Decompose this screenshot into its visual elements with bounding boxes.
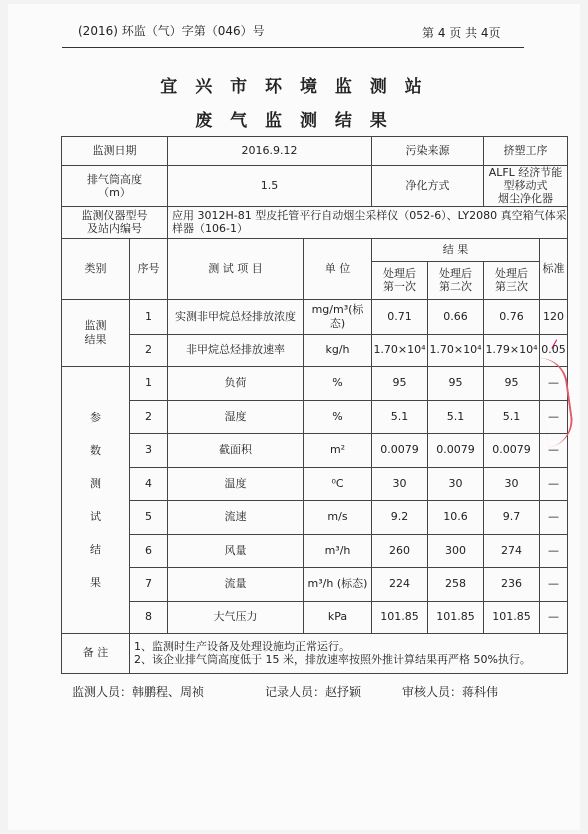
params-category-char: 参 — [90, 410, 101, 424]
purify-label: 净化方式 — [372, 166, 484, 207]
unit-cell: mg/m³(标态) — [304, 299, 372, 334]
header-run-3 — [484, 261, 540, 299]
run-3-cell: 95 — [484, 366, 540, 400]
seq-cell: 3 — [130, 433, 168, 467]
table-row — [62, 299, 568, 334]
header-item: 测 试 项 目 — [168, 238, 304, 299]
unit-cell: kPa — [304, 601, 372, 633]
seq-cell: 4 — [130, 467, 168, 500]
height-label-line2: （m） — [98, 185, 131, 199]
run-1-cell: 9.2 — [372, 500, 428, 534]
header-standard: 标准 — [540, 238, 568, 299]
item-cell: 截面积 — [168, 433, 304, 467]
run-1-cell: 5.1 — [372, 400, 428, 433]
unit-cell: ⁰C — [304, 467, 372, 500]
seq-cell: 7 — [130, 567, 168, 601]
params-category-char: 测 — [90, 476, 101, 490]
run-2-cell: 1.70×10⁴ — [428, 334, 484, 366]
monitor-category-line2: 结果 — [84, 332, 107, 346]
run-1-cell: 260 — [372, 534, 428, 567]
header-run-1-line1: 处理后 — [383, 266, 416, 280]
remarks-line-1: 1、监测时生产设备及处理设施均正常运行。 — [134, 639, 350, 653]
header-results: 结 果 — [372, 238, 540, 261]
unit-cell: % — [304, 366, 372, 400]
header-seq: 序号 — [130, 238, 168, 299]
unit-cell: m² — [304, 433, 372, 467]
run-3-cell: 274 — [484, 534, 540, 567]
monitor-category — [62, 299, 130, 366]
table-row — [62, 534, 568, 567]
run-3-cell: 9.7 — [484, 500, 540, 534]
header-category: 类别 — [62, 238, 130, 299]
run-1-cell: 0.0079 — [372, 433, 428, 467]
header-run-2-line1: 处理后 — [439, 266, 472, 280]
item-cell: 温度 — [168, 467, 304, 500]
params-category-char: 结 — [90, 542, 101, 556]
table-row — [62, 400, 568, 433]
run-3-cell: 236 — [484, 567, 540, 601]
seq-cell: 2 — [130, 400, 168, 433]
header-run-1 — [372, 261, 428, 299]
header-run-2 — [428, 261, 484, 299]
station-title: 宜 兴 市 环 境 监 测 站 — [160, 77, 428, 97]
purify-value-line2: 烟尘净化器 — [498, 192, 553, 206]
run-2-cell: 258 — [428, 567, 484, 601]
run-2-cell: 0.0079 — [428, 433, 484, 467]
standard-cell: — — [540, 567, 568, 601]
standard-cell: — — [540, 433, 568, 467]
height-label — [62, 166, 168, 207]
header-run-2-line2: 第二次 — [439, 280, 472, 294]
header-run-1-line2: 第一次 — [383, 280, 416, 294]
purify-value-line1: ALFL 经济节能型移动式 — [488, 166, 563, 193]
table-row — [62, 334, 568, 366]
run-3-cell: 0.0079 — [484, 433, 540, 467]
run-1-cell: 224 — [372, 567, 428, 601]
run-2-cell: 5.1 — [428, 400, 484, 433]
run-3-cell: 1.79×10⁴ — [484, 334, 540, 366]
instrument-label — [62, 206, 168, 238]
page-info: 第 4 页 共 4页 — [422, 26, 501, 40]
params-category — [62, 366, 130, 633]
params-category-char: 数 — [90, 443, 101, 457]
instrument-label-line2: 及站内编号 — [87, 222, 142, 236]
run-3-cell: 101.85 — [484, 601, 540, 633]
height-label-line1: 排气筒高度 — [87, 172, 142, 186]
seq-cell: 8 — [130, 601, 168, 633]
run-2-cell: 101.85 — [428, 601, 484, 633]
unit-cell: kg/h — [304, 334, 372, 366]
table-row — [62, 433, 568, 467]
unit-cell: m/s — [304, 500, 372, 534]
info-row-date — [62, 137, 568, 166]
date-value: 2016.9.12 — [168, 137, 372, 166]
table-row — [62, 366, 568, 400]
params-category-char: 果 — [90, 575, 101, 589]
info-row-instrument — [62, 206, 568, 238]
run-2-cell: 10.6 — [428, 500, 484, 534]
seq-cell: 6 — [130, 534, 168, 567]
table-row — [62, 601, 568, 633]
run-2-cell: 300 — [428, 534, 484, 567]
date-label: 监测日期 — [62, 137, 168, 166]
run-1-cell: 95 — [372, 366, 428, 400]
seq-cell: 2 — [130, 334, 168, 366]
standard-cell: — — [540, 534, 568, 567]
monitor-category-line1: 监测 — [84, 319, 107, 333]
header-run-3-line1: 处理后 — [495, 266, 528, 280]
source-label: 污染来源 — [372, 137, 484, 166]
info-row-height — [62, 166, 568, 207]
standard-cell: — — [540, 500, 568, 534]
monitor-signature: 监测人员：韩鹏程、周祯 — [72, 685, 205, 699]
run-1-cell: 101.85 — [372, 601, 428, 633]
run-3-cell: 5.1 — [484, 400, 540, 433]
standard-cell: — — [540, 366, 568, 400]
run-1-cell: 1.70×10⁴ — [372, 334, 428, 366]
run-3-cell: 30 — [484, 467, 540, 500]
remarks-row — [62, 633, 568, 673]
header-divider — [62, 47, 524, 48]
source-value: 挤塑工序 — [484, 137, 568, 166]
document-number: (2016) 环监（气）字第（046）号 — [78, 24, 265, 38]
table-row — [62, 467, 568, 500]
item-cell: 实测非甲烷总烃排放浓度 — [168, 299, 304, 334]
item-cell: 负荷 — [168, 366, 304, 400]
standard-cell: — — [540, 400, 568, 433]
remarks-content — [130, 633, 568, 673]
standard-cell: 120 — [540, 299, 568, 334]
item-cell: 流量 — [168, 567, 304, 601]
instrument-label-line1: 监测仪器型号 — [81, 208, 148, 222]
table-row — [62, 500, 568, 534]
run-2-cell: 0.66 — [428, 299, 484, 334]
item-cell: 风量 — [168, 534, 304, 567]
params-category-char: 试 — [90, 509, 101, 523]
seq-cell: 5 — [130, 500, 168, 534]
results-table — [61, 136, 568, 674]
instrument-value: 应用 3012H-81 型皮托管平行自动烟尘采样仪（052-6）、LY2080 真空箱气体采样器（106-1） — [168, 206, 568, 238]
unit-cell: m³/h — [304, 534, 372, 567]
run-2-cell: 30 — [428, 467, 484, 500]
purify-value — [484, 166, 568, 207]
remarks-line-2: 2、该企业排气筒高度低于 15 米，排放速率按照外推计算结果再严格 50%执行。 — [134, 653, 531, 667]
item-cell: 湿度 — [168, 400, 304, 433]
header-unit: 单 位 — [304, 238, 372, 299]
run-3-cell: 0.76 — [484, 299, 540, 334]
header-run-3-line2: 第三次 — [495, 280, 528, 294]
recorder-signature: 记录人员：赵抒颖 — [265, 685, 362, 699]
item-cell: 大气压力 — [168, 601, 304, 633]
run-1-cell: 0.71 — [372, 299, 428, 334]
run-2-cell: 95 — [428, 366, 484, 400]
seq-cell: 1 — [130, 299, 168, 334]
item-cell: 流速 — [168, 500, 304, 534]
run-1-cell: 30 — [372, 467, 428, 500]
standard-cell: — — [540, 467, 568, 500]
table-row — [62, 567, 568, 601]
standard-cell: — — [540, 601, 568, 633]
unit-cell: m³/h (标态) — [304, 567, 372, 601]
report-title: 废 气 监 测 结 果 — [195, 111, 393, 131]
item-cell: 非甲烷总烃排放速率 — [168, 334, 304, 366]
column-header-row-1 — [62, 238, 568, 261]
standard-cell: 0.05 — [540, 334, 568, 366]
remarks-label: 备 注 — [62, 633, 130, 673]
height-value: 1.5 — [168, 166, 372, 207]
unit-cell: % — [304, 400, 372, 433]
seq-cell: 1 — [130, 366, 168, 400]
reviewer-signature: 审核人员：蒋科伟 — [402, 685, 499, 699]
